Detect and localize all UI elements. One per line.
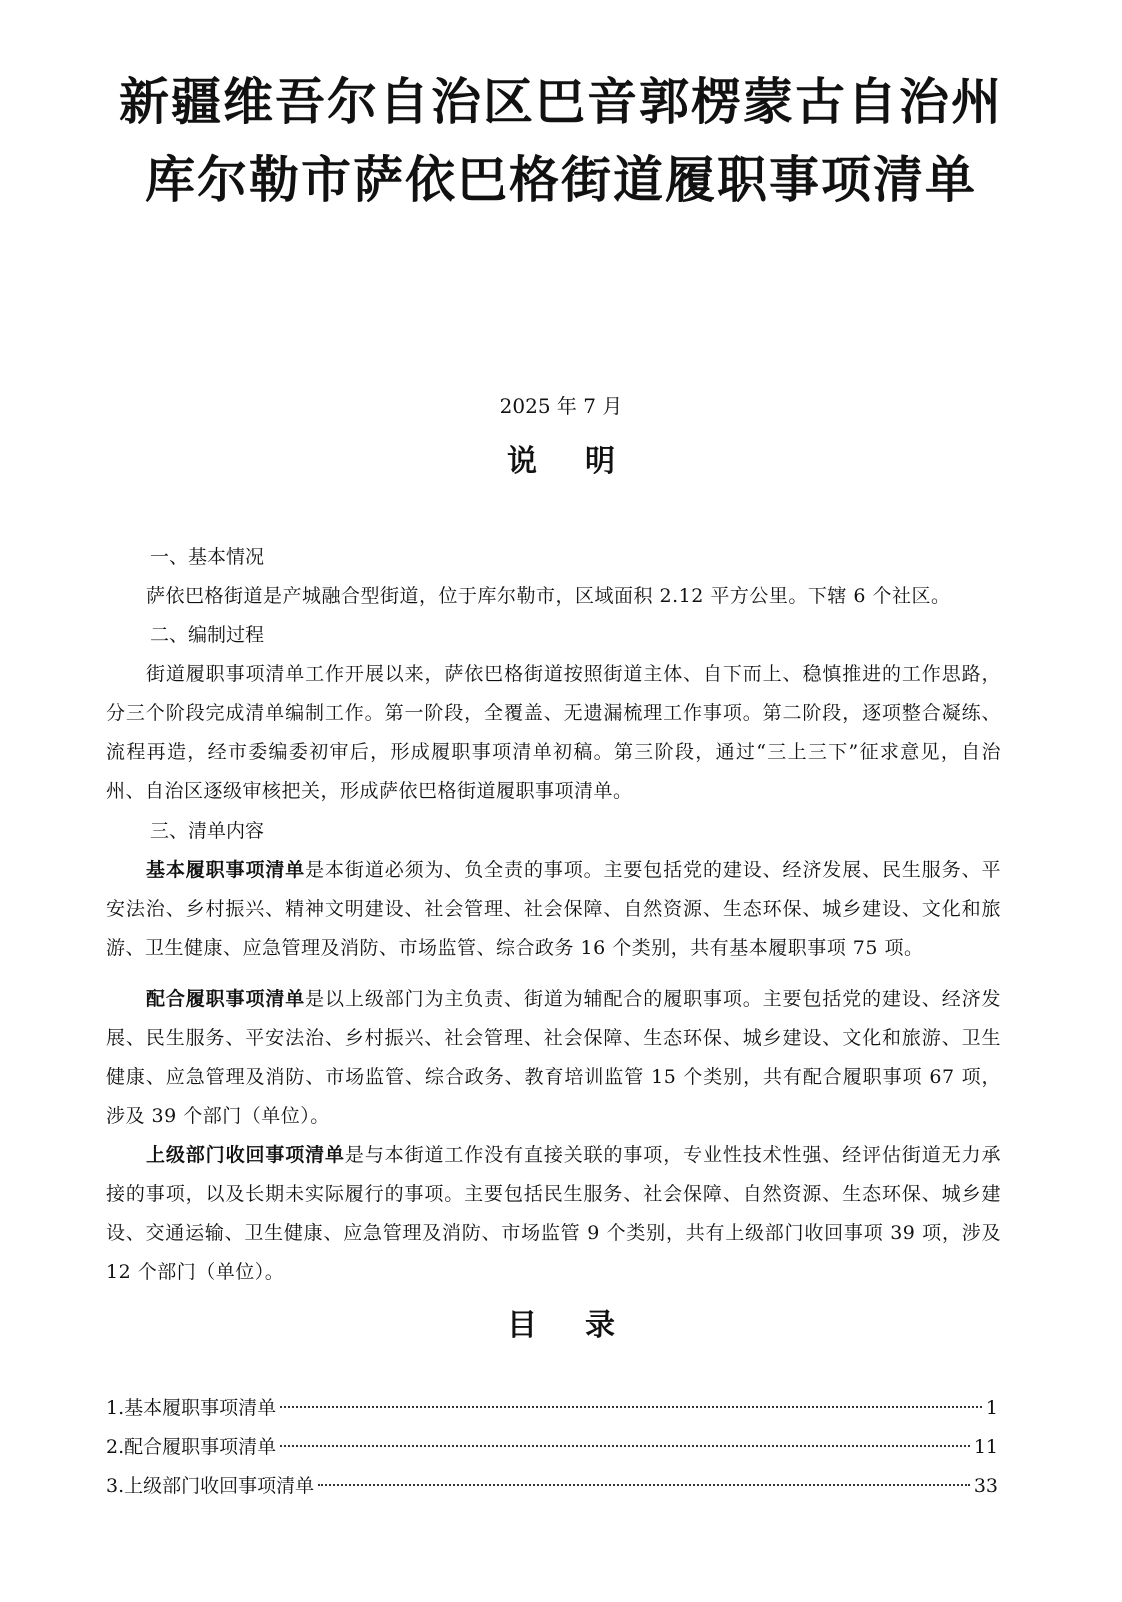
toc-entry-page: 1 (985, 1397, 998, 1419)
content-item-basic (106, 851, 1001, 968)
section-process-text: 街道履职事项清单工作开展以来，萨依巴格街道按照街道主体、自下而上、稳慎推进的工作思路，分三个阶段完成清单编制工作。第一阶段，全覆盖、无遗漏梳理工作事项。第二阶段，逐项整合凝练、流程再造，经市委编委初审后，形成履职事项清单初稿。第三阶段，通过“三上三下”征求意见，自治州、自治区逐级审核把关，形成萨依巴格街道履职事项清单。 (106, 663, 1001, 802)
toc-heading: 目录 (507, 1308, 663, 1343)
toc-entry-page: 11 (973, 1436, 998, 1458)
toc-entry-label: 3.上级部门收回事项清单 (106, 1475, 315, 1497)
section-heading-basic: 一、基本情况 (150, 546, 265, 568)
toc-entry-label: 2.配合履职事项清单 (106, 1436, 277, 1458)
toc-leader-dots (280, 1406, 982, 1408)
toc-entry-label: 1.基本履职事项清单 (106, 1397, 277, 1419)
content-item-basic-text: 是本街道必须为、负全责的事项。主要包括党的建设、经济发展、民生服务、平安法治、乡村振兴、精神文明建设、社会管理、社会保障、自然资源、生态环保、城乡建设、文化和旅游、卫生健康、应急管理及消防、市场监管、综合政务 16 个类别，共有基本履职事项 75 项。 (106, 859, 1001, 959)
toc-leader-dots (318, 1484, 970, 1486)
section-basic-text: 萨依巴格街道是产城融合型街道，位于库尔勒市，区域面积 2.12 平方公里。下辖 6 个社区。 (146, 585, 951, 607)
publication-date: 2025 年 7 月 (499, 394, 623, 418)
content-item-cooperative-title: 配合履职事项清单 (146, 988, 306, 1010)
document-title-line-1: 新疆维吾尔自治区巴音郭楞蒙古自治州 (119, 72, 1003, 131)
section-heading-content: 三、清单内容 (150, 820, 265, 842)
section-heading-process: 二、编制过程 (150, 624, 265, 646)
content-item-withdrawn (106, 1136, 1001, 1292)
content-item-basic-title: 基本履职事项清单 (146, 859, 306, 881)
content-item-cooperative-text: 是以上级部门为主负责、街道为辅配合的履职事项。主要包括党的建设、经济发展、民生服务、平安法治、乡村振兴、社会管理、社会保障、生态环保、城乡建设、文化和旅游、卫生健康、应急管理及消防、市场监管、综合政务、教育培训监管 15 个类别，共有配合履职事项 67 项，涉及 39 个部门（单位）。 (106, 988, 1001, 1127)
toc-entry[interactable] (106, 1472, 998, 1500)
toc-entry[interactable] (106, 1433, 998, 1461)
toc-entry-page: 33 (973, 1475, 998, 1497)
content-item-withdrawn-text: 是与本街道工作没有直接关联的事项，专业性技术性强、经评估街道无力承接的事项，以及长期未实际履行的事项。主要包括民生服务、社会保障、自然资源、生态环保、城乡建设、交通运输、卫生健康、应急管理及消防、市场监管 9 个类别，共有上级部门收回事项 39 项，涉及 12 个部门（单位）。 (106, 1144, 1001, 1283)
toc-leader-dots (280, 1445, 970, 1447)
content-item-cooperative (106, 980, 1001, 1136)
document-title-line-2: 库尔勒市萨依巴格街道履职事项清单 (145, 150, 977, 209)
toc-entry[interactable] (106, 1394, 998, 1422)
content-item-withdrawn-title: 上级部门收回事项清单 (146, 1144, 345, 1166)
explanation-heading: 说明 (507, 444, 663, 479)
